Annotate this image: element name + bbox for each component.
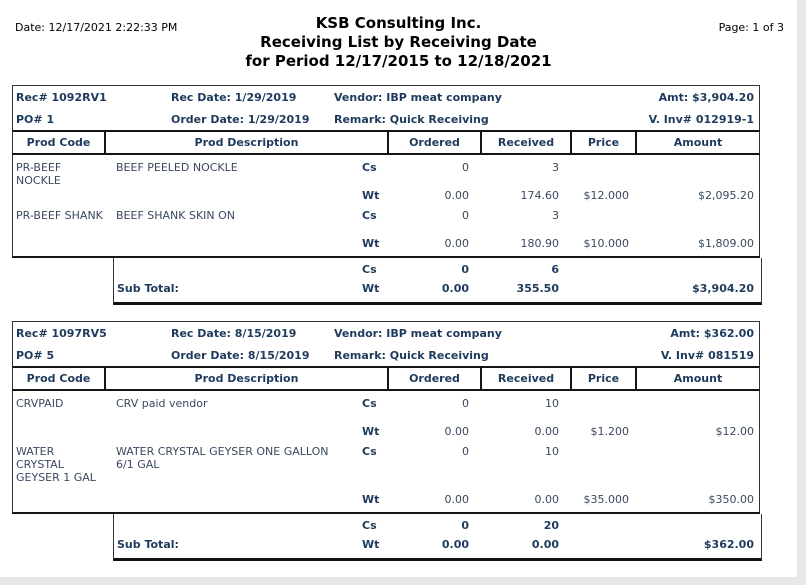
receiving-record bbox=[12, 85, 760, 305]
column-price: Price bbox=[572, 132, 637, 153]
record-amount: Amt: $362.00 bbox=[670, 326, 754, 340]
column-prod-description: Prod Description bbox=[106, 368, 389, 389]
received-cs: 10 bbox=[545, 445, 559, 458]
subtotal-ordered-wt: 0.00 bbox=[441, 282, 469, 295]
report-title: Receiving List by Receiving Date bbox=[260, 33, 537, 51]
price: $10.000 bbox=[583, 237, 629, 250]
subtotal-ordered-cs: 0 bbox=[461, 263, 469, 276]
received-wt: 180.90 bbox=[520, 237, 559, 250]
price: $12.000 bbox=[583, 189, 629, 202]
subtotal-ordered-cs: 0 bbox=[461, 519, 469, 532]
column-received: Received bbox=[482, 368, 572, 389]
subtotal-unit-wt: Wt bbox=[362, 282, 380, 295]
subtotal-received-cs: 20 bbox=[543, 519, 559, 532]
price: $35.000 bbox=[583, 493, 629, 506]
ordered-wt: 0.00 bbox=[444, 189, 469, 202]
column-prod-description: Prod Description bbox=[106, 132, 389, 153]
vendor: Vendor: IBP meat company bbox=[334, 326, 502, 340]
record-amount: Amt: $3,904.20 bbox=[658, 90, 754, 104]
rec-date: Rec Date: 8/15/2019 bbox=[171, 326, 297, 340]
po-number: PO# 1 bbox=[16, 112, 55, 126]
prod-code: WATER CRYSTAL GEYSER 1 GAL bbox=[16, 445, 96, 484]
unit-cs: Cs bbox=[362, 445, 377, 458]
receiving-record bbox=[12, 321, 760, 561]
unit-wt: Wt bbox=[362, 237, 380, 250]
received-cs: 3 bbox=[552, 209, 559, 222]
received-wt: 174.60 bbox=[520, 189, 559, 202]
rec-number: Rec# 1092RV1 bbox=[16, 90, 107, 104]
items-table-header bbox=[12, 130, 760, 155]
order-date: Order Date: 8/15/2019 bbox=[171, 348, 310, 362]
subtotal-ordered-wt: 0.00 bbox=[441, 538, 469, 551]
subtotal-amount: $3,904.20 bbox=[692, 282, 754, 295]
ordered-cs: 0 bbox=[462, 161, 469, 174]
record-header-row-2 bbox=[13, 108, 759, 130]
page-number: Page: 1 of 3 bbox=[718, 21, 784, 34]
prod-code: PR-BEEF NOCKLE bbox=[16, 161, 62, 187]
items-table-body bbox=[12, 391, 760, 514]
page-header bbox=[0, 0, 797, 85]
record-header bbox=[12, 85, 760, 130]
item-row bbox=[13, 206, 759, 250]
ordered-wt: 0.00 bbox=[444, 493, 469, 506]
column-prod-code: Prod Code bbox=[13, 132, 106, 153]
item-row bbox=[13, 442, 759, 506]
subtotal-received-wt: 355.50 bbox=[516, 282, 559, 295]
items-table-body bbox=[12, 155, 760, 258]
received-cs: 3 bbox=[552, 161, 559, 174]
unit-cs: Cs bbox=[362, 161, 377, 174]
vendor-invoice: V. Inv# 081519 bbox=[660, 348, 754, 362]
record-header-row-1 bbox=[13, 86, 759, 108]
rec-date: Rec Date: 1/29/2019 bbox=[171, 90, 297, 104]
prod-description: BEEF PEELED NOCKLE bbox=[116, 161, 238, 174]
record-header-row-2 bbox=[13, 344, 759, 366]
subtotal-received-wt: 0.00 bbox=[531, 538, 559, 551]
column-received: Received bbox=[482, 132, 572, 153]
unit-wt: Wt bbox=[362, 189, 380, 202]
subtotal-section bbox=[113, 258, 762, 305]
prod-code: PR-BEEF SHANK bbox=[16, 209, 103, 222]
item-row bbox=[13, 394, 759, 438]
column-ordered: Ordered bbox=[389, 132, 482, 153]
ordered-cs: 0 bbox=[462, 209, 469, 222]
remark: Remark: Quick Receiving bbox=[334, 348, 489, 362]
prod-description: CRV paid vendor bbox=[116, 397, 208, 410]
unit-cs: Cs bbox=[362, 209, 377, 222]
report-period: for Period 12/17/2015 to 12/18/2021 bbox=[245, 52, 552, 70]
amount: $12.00 bbox=[715, 425, 754, 438]
amount: $350.00 bbox=[708, 493, 754, 506]
column-ordered: Ordered bbox=[389, 368, 482, 389]
company-name: KSB Consulting Inc. bbox=[315, 14, 482, 32]
prod-description: WATER CRYSTAL GEYSER ONE GALLON 6/1 GAL bbox=[116, 445, 329, 471]
unit-wt: Wt bbox=[362, 425, 380, 438]
unit-wt: Wt bbox=[362, 493, 380, 506]
subtotal-unit-cs: Cs bbox=[362, 263, 377, 276]
po-number: PO# 5 bbox=[16, 348, 55, 362]
items-table-header bbox=[12, 366, 760, 391]
print-date: Date: 12/17/2021 2:22:33 PM bbox=[15, 21, 178, 34]
ordered-wt: 0.00 bbox=[444, 237, 469, 250]
record-header bbox=[12, 321, 760, 366]
vendor: Vendor: IBP meat company bbox=[334, 90, 502, 104]
subtotal-unit-cs: Cs bbox=[362, 519, 377, 532]
order-date: Order Date: 1/29/2019 bbox=[171, 112, 310, 126]
received-wt: 0.00 bbox=[534, 493, 559, 506]
column-amount: Amount bbox=[673, 136, 723, 149]
ordered-cs: 0 bbox=[462, 397, 469, 410]
subtotal-label: Sub Total: bbox=[117, 282, 179, 295]
ordered-cs: 0 bbox=[462, 445, 469, 458]
subtotal-section bbox=[113, 514, 762, 561]
unit-cs: Cs bbox=[362, 397, 377, 410]
column-prod-code: Prod Code bbox=[13, 368, 106, 389]
item-row bbox=[13, 158, 759, 202]
subtotal-unit-wt: Wt bbox=[362, 538, 380, 551]
remark: Remark: Quick Receiving bbox=[334, 112, 489, 126]
ordered-wt: 0.00 bbox=[444, 425, 469, 438]
subtotal-received-cs: 6 bbox=[551, 263, 559, 276]
subtotal-label: Sub Total: bbox=[117, 538, 179, 551]
column-price: Price bbox=[572, 368, 637, 389]
record-header-row-1 bbox=[13, 322, 759, 344]
subtotal-amount: $362.00 bbox=[703, 538, 754, 551]
amount: $2,095.20 bbox=[698, 189, 754, 202]
received-cs: 10 bbox=[545, 397, 559, 410]
received-wt: 0.00 bbox=[534, 425, 559, 438]
prod-code: CRVPAID bbox=[16, 397, 64, 410]
rec-number: Rec# 1097RV5 bbox=[16, 326, 107, 340]
column-amount: Amount bbox=[673, 372, 723, 385]
prod-description: BEEF SHANK SKIN ON bbox=[116, 209, 236, 222]
vendor-invoice: V. Inv# 012919-1 bbox=[648, 112, 754, 126]
amount: $1,809.00 bbox=[698, 237, 754, 250]
price: $1.200 bbox=[590, 425, 629, 438]
